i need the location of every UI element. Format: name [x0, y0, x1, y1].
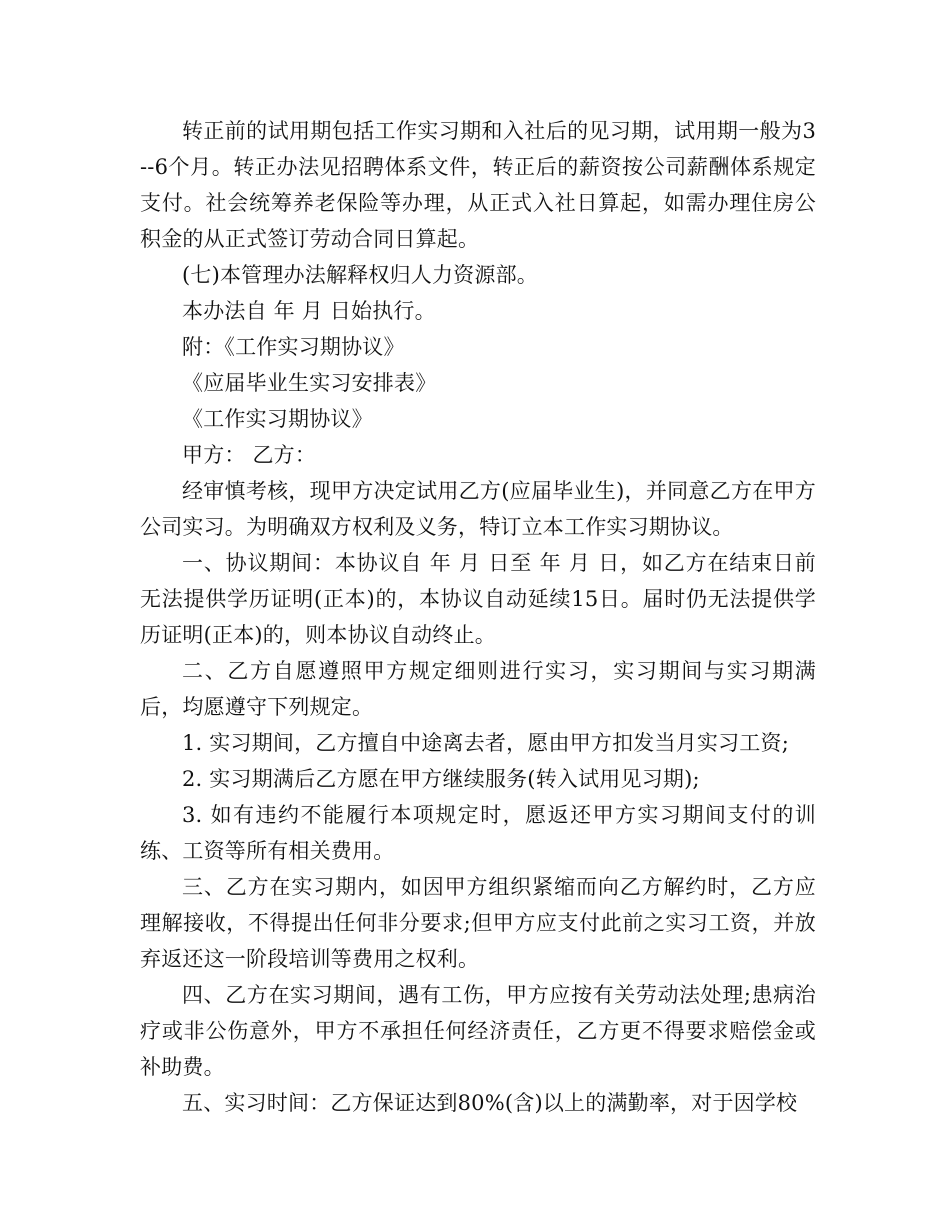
clause-2-item-3: 3. 如有违约不能履行本项规定时，愿返还甲方实习期间支付的训练、工资等所有相关费用。: [140, 803, 816, 863]
paragraph-attachment-1: 附：《工作实习期协议》: [182, 335, 405, 359]
agreement-parties: 甲方： 乙方：: [182, 443, 317, 467]
clause-2-rules: 二、乙方自愿遵照甲方规定细则进行实习，实习期间与实习期满后，均愿遵守下列规定。: [140, 659, 816, 719]
clause-3-termination: 三、乙方在实习期内，如因甲方组织紧缩而向乙方解约时，乙方应理解接收，不得提出任何非分要求;但甲方应支付此前之实习工资，并放弃返还这一阶段培训等费用之权利。: [140, 875, 816, 971]
paragraph-interpretation-right: (七)本管理办法解释权归人力资源部。: [182, 263, 538, 287]
document-body: [140, 113, 816, 1121]
paragraph-attachment-2: 《应届毕业生实习安排表》: [182, 371, 437, 395]
clause-2-item-2: 2. 实习期满后乙方愿在甲方继续服务(转入试用见习期);: [182, 767, 700, 791]
clause-1-term: 一、协议期间：本协议自 年 月 日至 年 月 日，如乙方在结束日前无法提供学历证明(正本)的，本协议自动延续15日。届时仍无法提供学历证明(正本)的，则本协议自动终止。: [140, 551, 816, 647]
clause-4-injury: 四、乙方在实习期间，遇有工伤，甲方应按有关劳动法处理;患病治疗或非公伤意外，甲方不承担任何经济责任，乙方更不得要求赔偿金或补助费。: [140, 983, 816, 1079]
paragraph-probation-period: 转正前的试用期包括工作实习期和入社后的见习期，试用期一般为3--6个月。转正办法见招聘体系文件，转正后的薪资按公司薪酬体系规定支付。社会统筹养老保险等办理，从正式入社日算起，如需办理住房公积金的从正式签订劳动合同日算起。: [140, 119, 816, 251]
clause-2-item-1: 1. 实习期间，乙方擅自中途离去者，愿由甲方扣发当月实习工资;: [182, 731, 789, 755]
clause-5-attendance: 五、实习时间：乙方保证达到80%(含)以上的满勤率，对于因学校: [182, 1091, 798, 1115]
paragraph-effective-date: 本办法自 年 月 日始执行。: [182, 299, 436, 323]
agreement-preamble: 经审慎考核，现甲方决定试用乙方(应届毕业生)，并同意乙方在甲方公司实习。为明确双方权利及义务，特订立本工作实习期协议。: [140, 479, 816, 539]
agreement-title: 《工作实习期协议》: [182, 407, 373, 431]
